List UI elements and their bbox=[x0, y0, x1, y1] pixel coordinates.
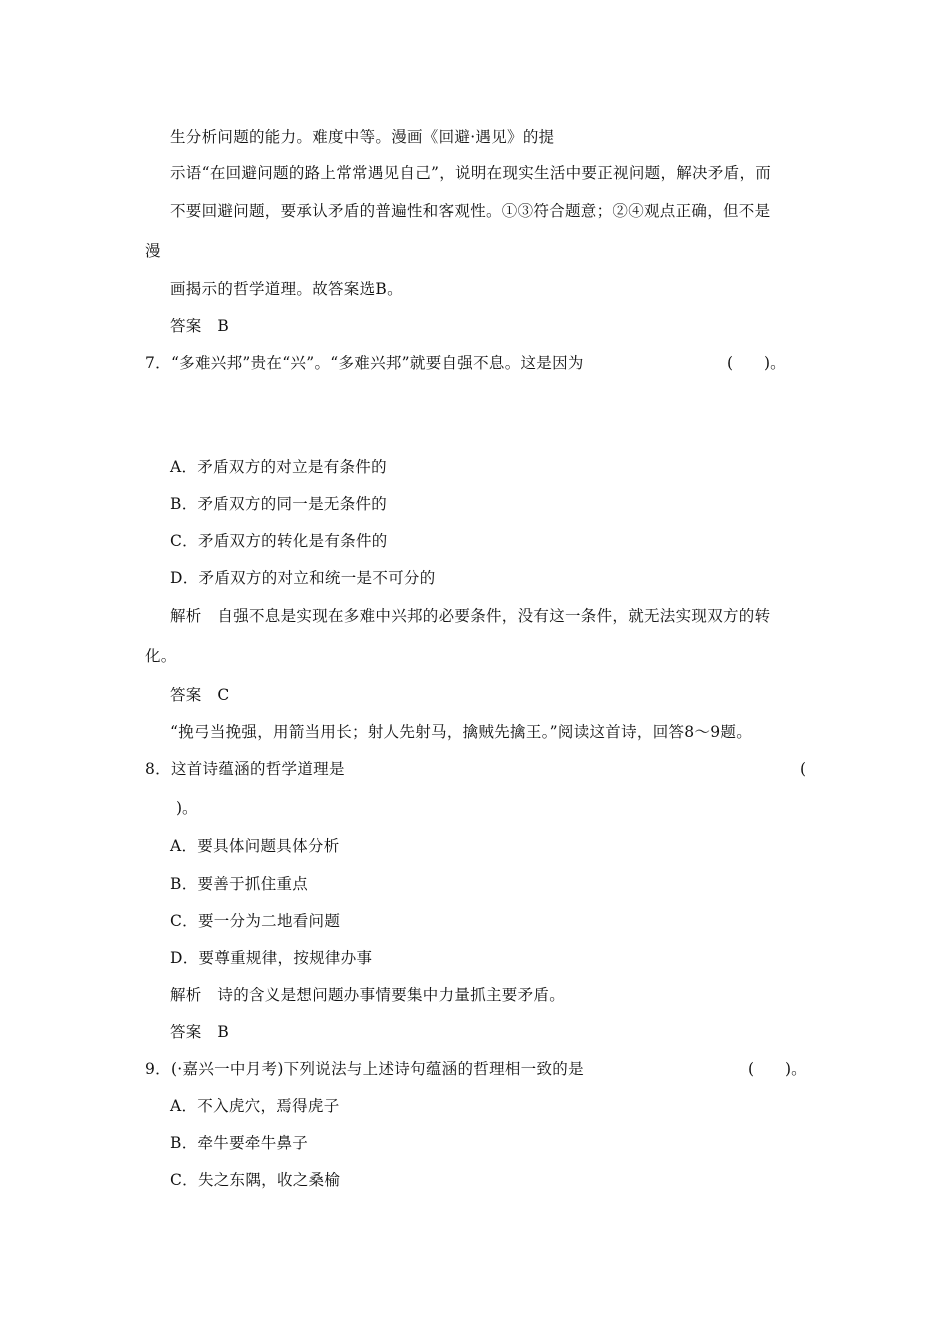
q8-option-d: D．要尊重规律，按规律办事 bbox=[170, 949, 373, 967]
q9-option-a: A．不入虎穴，焉得虎子 bbox=[170, 1097, 340, 1115]
q9-option-c: C．失之东隅，收之桑榆 bbox=[170, 1171, 341, 1189]
q8-paren-close: )。 bbox=[176, 799, 198, 817]
q6-answer: 答案 B bbox=[170, 317, 230, 335]
q8-answer: 答案 B bbox=[170, 1023, 230, 1041]
q8-option-b: B．要善于抓住重点 bbox=[170, 875, 309, 893]
poem-intro: “挽弓当挽强，用箭当用长；射人先射马，擒贼先擒王。”阅读这首诗，回答8～9题。 bbox=[170, 723, 753, 741]
q8-stem: 8．这首诗蕴涵的哲学道理是 bbox=[145, 760, 345, 778]
q7-stem: 7．“多难兴邦”贵在“兴”。“多难兴邦”就要自强不息。这是因为 bbox=[145, 354, 584, 372]
q8-option-a: A．要具体问题具体分析 bbox=[170, 837, 340, 855]
q7-option-a: A．矛盾双方的对立是有条件的 bbox=[170, 458, 387, 476]
q8-analysis: 解析 诗的含义是想问题办事情要集中力量抓主要矛盾。 bbox=[170, 986, 566, 1004]
q6-analysis-line-1: 生分析问题的能力。难度中等。漫画《回避·遇见》的提 bbox=[170, 128, 555, 146]
q7-option-d: D．矛盾双方的对立和统一是不可分的 bbox=[170, 569, 436, 587]
q7-answer-blank: ( )。 bbox=[727, 354, 786, 372]
q7-answer: 答案 C bbox=[170, 686, 230, 704]
q7-analysis-line-1: 解析 自强不息是实现在多难中兴邦的必要条件，没有这一条件，就无法实现双方的转 bbox=[170, 607, 771, 625]
q9-stem: 9．(·嘉兴一中月考)下列说法与上述诗句蕴涵的哲理相一致的是 bbox=[145, 1060, 584, 1078]
q8-option-c: C．要一分为二地看问题 bbox=[170, 912, 341, 930]
q9-option-b: B．牵牛要牵牛鼻子 bbox=[170, 1134, 309, 1152]
q6-analysis-line-3: 不要回避问题，要承认矛盾的普遍性和客观性。①③符合题意；②④观点正确，但不是 bbox=[170, 202, 771, 220]
q8-paren-open: ( bbox=[800, 760, 807, 778]
q7-option-b: B．矛盾双方的同一是无条件的 bbox=[170, 495, 388, 513]
q6-analysis-line-5: 画揭示的哲学道理。故答案选B。 bbox=[170, 280, 403, 298]
q7-option-c: C．矛盾双方的转化是有条件的 bbox=[170, 532, 388, 550]
q6-analysis-line-2: 示语“在回避问题的路上常常遇见自己”，说明在现实生活中要正视问题，解决矛盾，而 bbox=[170, 164, 772, 182]
q6-analysis-line-4: 漫 bbox=[145, 242, 161, 260]
q9-answer-blank: ( )。 bbox=[748, 1060, 807, 1078]
q7-analysis-line-2: 化。 bbox=[145, 647, 177, 665]
